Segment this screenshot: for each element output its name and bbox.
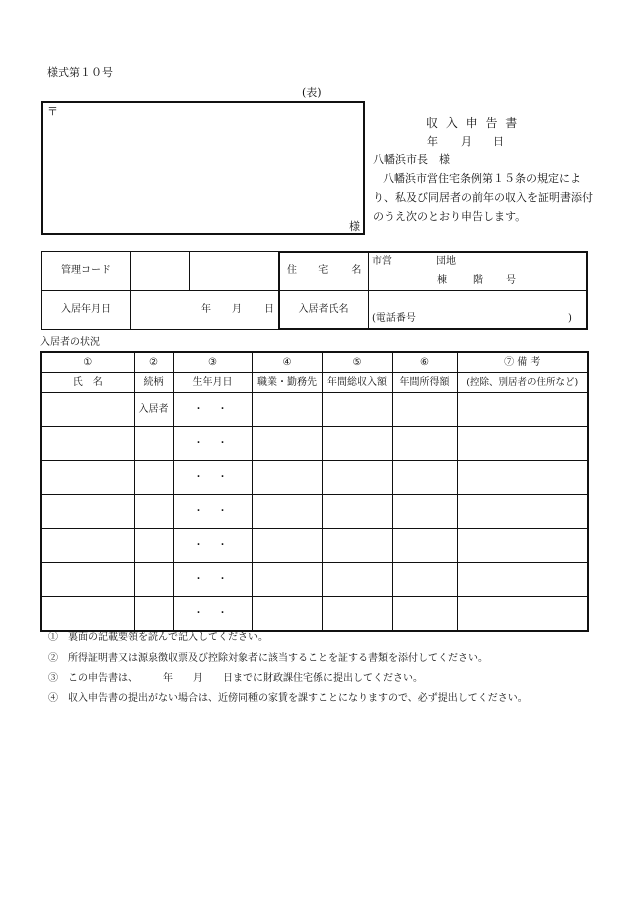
address-label-char3: 名 xyxy=(351,265,362,276)
residents-header-num-row xyxy=(41,352,588,373)
gross-income-cell[interactable] xyxy=(322,563,392,597)
complex-label: 団地 xyxy=(436,256,456,267)
table-row xyxy=(41,529,588,563)
residents-table xyxy=(40,351,589,632)
relation-cell[interactable] xyxy=(134,563,173,597)
form-number: 様式第１０号 xyxy=(47,66,113,79)
col-label-birthdate: 生年月日 xyxy=(173,373,252,393)
city-label: 市営 xyxy=(372,256,392,267)
remarks-cell[interactable] xyxy=(457,495,588,529)
net-income-cell[interactable] xyxy=(392,529,457,563)
birthdate-cell[interactable]: ・・ xyxy=(173,563,252,597)
date-day: 日 xyxy=(493,135,504,148)
table-row xyxy=(41,563,588,597)
col-label-remarks: (控除、別居者の住所など) xyxy=(457,373,588,393)
col-label-name: 氏 名 xyxy=(41,373,134,393)
name-cell[interactable] xyxy=(41,393,134,427)
name-cell[interactable] xyxy=(41,495,134,529)
side-label: (表) xyxy=(302,86,322,99)
remarks-cell[interactable] xyxy=(457,529,588,563)
residents-section-title: 入居者の状況 xyxy=(40,337,100,348)
remarks-cell[interactable] xyxy=(457,427,588,461)
address-field[interactable] xyxy=(369,252,588,291)
name-cell[interactable] xyxy=(41,563,134,597)
net-income-cell[interactable] xyxy=(392,563,457,597)
net-income-cell[interactable] xyxy=(392,393,457,427)
relation-cell[interactable] xyxy=(134,461,173,495)
birthdate-cell[interactable]: ・・ xyxy=(173,393,252,427)
occupation-cell[interactable] xyxy=(252,461,322,495)
address-label xyxy=(279,252,369,291)
phone-label: (電話番号 xyxy=(372,313,416,324)
gross-income-cell[interactable] xyxy=(322,495,392,529)
col-num-birthdate: ③ xyxy=(173,352,252,373)
relation-cell[interactable] xyxy=(134,495,173,529)
birthdate-cell[interactable]: ・・ xyxy=(173,495,252,529)
address-label-char1: 住 xyxy=(287,265,297,276)
occupation-cell[interactable] xyxy=(252,529,322,563)
phone-close: ) xyxy=(568,313,572,324)
move-in-month: 月 xyxy=(232,304,242,315)
name-cell[interactable] xyxy=(41,461,134,495)
occupation-cell[interactable] xyxy=(252,393,322,427)
declaration-body-line1: 八幡浜市営住宅条例第１５条の規定によ xyxy=(383,172,581,185)
move-in-date-field[interactable] xyxy=(131,291,279,330)
remarks-cell[interactable] xyxy=(457,563,588,597)
gross-income-cell[interactable] xyxy=(322,597,392,632)
management-code-label: 管理コード xyxy=(42,252,131,291)
gross-income-cell[interactable] xyxy=(322,529,392,563)
date-year: 年 xyxy=(427,135,438,148)
birthdate-cell[interactable]: ・・ xyxy=(173,529,252,563)
net-income-cell[interactable] xyxy=(392,427,457,461)
occupation-cell[interactable] xyxy=(252,563,322,597)
occupation-cell[interactable] xyxy=(252,597,322,632)
residents-header-label-row xyxy=(41,373,588,393)
management-code-field-2[interactable] xyxy=(190,252,279,291)
occupation-cell[interactable] xyxy=(252,427,322,461)
management-table xyxy=(41,251,588,330)
relation-cell[interactable] xyxy=(134,427,173,461)
move-in-day: 日 xyxy=(264,304,274,315)
birthdate-cell[interactable]: ・・ xyxy=(173,597,252,632)
col-num-remarks: ⑦ 備 考 xyxy=(457,352,588,373)
col-num-name: ① xyxy=(41,352,134,373)
resident-name-field[interactable] xyxy=(369,291,588,330)
table-row xyxy=(41,597,588,632)
building-label: 棟 xyxy=(437,275,447,286)
move-in-year: 年 xyxy=(201,304,211,315)
table-row xyxy=(41,495,588,529)
table-row xyxy=(41,427,588,461)
management-code-field-1[interactable] xyxy=(131,252,190,291)
name-cell[interactable] xyxy=(41,427,134,461)
net-income-cell[interactable] xyxy=(392,495,457,529)
note-2: ② 所得証明書又は源泉徴収票及び控除対象者に該当することを証する書類を添付してください。 xyxy=(48,653,488,664)
gross-income-cell[interactable] xyxy=(322,461,392,495)
addressee: 八幡浜市長 様 xyxy=(373,153,450,166)
address-honorific: 様 xyxy=(349,220,360,233)
declaration-body-line3: のうえ次のとおり申告します。 xyxy=(373,210,527,223)
col-num-gross-income: ⑤ xyxy=(322,352,392,373)
col-num-relation: ② xyxy=(134,352,173,373)
relation-cell[interactable] xyxy=(134,529,173,563)
number-label: 号 xyxy=(506,275,516,286)
address-box[interactable] xyxy=(41,101,365,235)
relation-cell[interactable]: 入居者 xyxy=(134,393,173,427)
gross-income-cell[interactable] xyxy=(322,393,392,427)
date-month: 月 xyxy=(461,135,472,148)
net-income-cell[interactable] xyxy=(392,597,457,632)
birthdate-cell[interactable]: ・・ xyxy=(173,427,252,461)
declaration-title: 収 入 申 告 書 xyxy=(426,116,520,130)
col-label-gross-income: 年間総収入額 xyxy=(322,373,392,393)
note-3: ③ この申告書は、 年 月 日までに財政課住宅係に提出してください。 xyxy=(48,673,423,684)
gross-income-cell[interactable] xyxy=(322,427,392,461)
note-4: ④ 収入申告書の提出がない場合は、近傍同種の家賃を課すことになりますので、必ず提出してください。 xyxy=(48,693,528,704)
relation-cell[interactable] xyxy=(134,597,173,632)
table-row xyxy=(41,461,588,495)
name-cell[interactable] xyxy=(41,597,134,632)
postal-mark: 〒 xyxy=(47,105,58,118)
col-label-relation: 続柄 xyxy=(134,373,173,393)
remarks-cell[interactable] xyxy=(457,461,588,495)
address-label-char2: 宅 xyxy=(318,265,329,276)
col-label-net-income: 年間所得額 xyxy=(392,373,457,393)
note-1: ① 裏面の記載要領を読んで記入してください。 xyxy=(48,632,268,643)
col-label-occupation: 職業・勤務先 xyxy=(252,373,322,393)
name-cell[interactable] xyxy=(41,529,134,563)
remarks-cell[interactable] xyxy=(457,393,588,427)
net-income-cell[interactable] xyxy=(392,461,457,495)
floor-label: 階 xyxy=(473,275,483,286)
occupation-cell[interactable] xyxy=(252,495,322,529)
col-num-net-income: ⑥ xyxy=(392,352,457,373)
declaration-body-line2: り、私及び同居者の前年の収入を証明書添付 xyxy=(373,191,593,204)
resident-name-label: 入居者氏名 xyxy=(279,291,369,330)
move-in-date-label: 入居年月日 xyxy=(42,291,131,330)
table-row xyxy=(41,393,588,427)
birthdate-cell[interactable]: ・・ xyxy=(173,461,252,495)
remarks-cell[interactable] xyxy=(457,597,588,632)
col-num-occupation: ④ xyxy=(252,352,322,373)
